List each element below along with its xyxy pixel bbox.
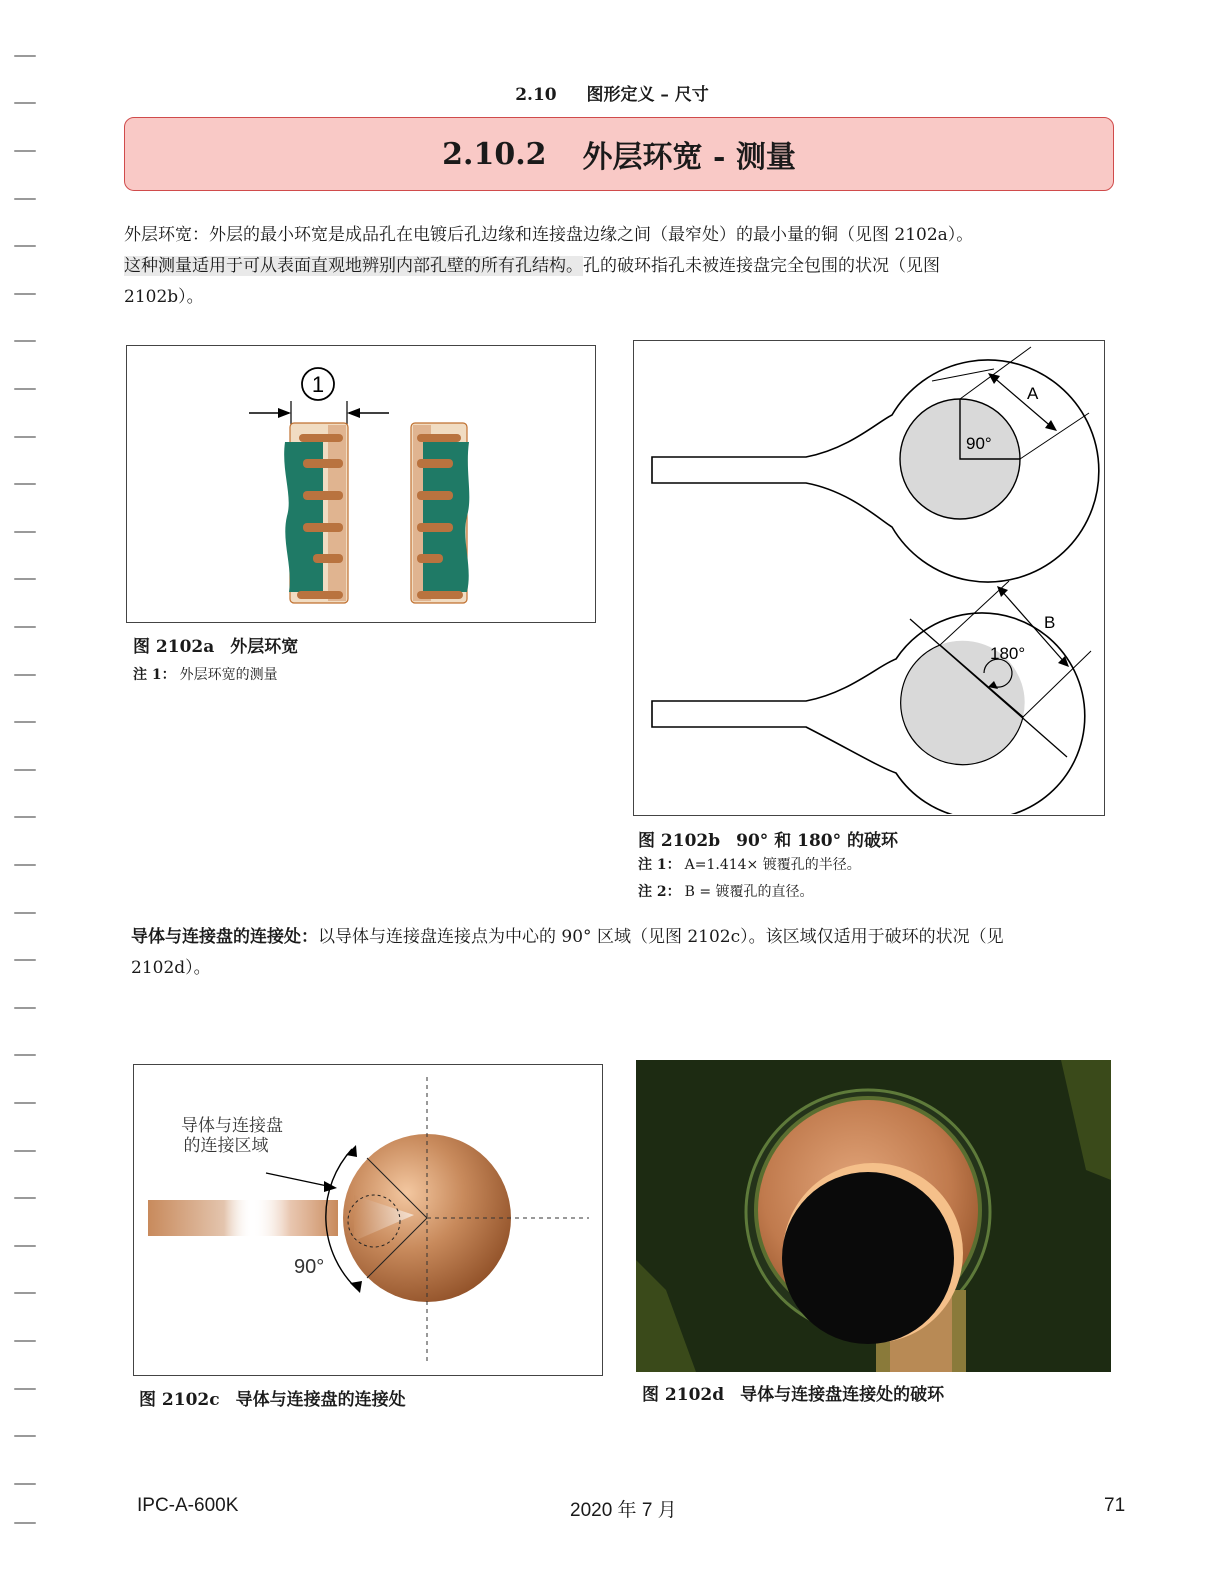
footer-document-id: IPC-A-600K — [137, 1495, 239, 1516]
figure-2102a-number: 图 2102a — [133, 637, 215, 657]
intro-line-1: 外层环宽：外层的最小环宽是成品孔在电镀后孔边缘和连接盘边缘之间（最窄处）的最小量的铜（见图 2102a）。 — [124, 225, 974, 245]
note-text: 外层环宽的测量 — [179, 667, 278, 683]
junction-paragraph — [131, 922, 1121, 984]
junction-term: 导体与连接盘的连接处： — [131, 927, 318, 947]
figure-2102c-number: 图 2102c — [139, 1390, 220, 1410]
junction-text-1: 以导体与连接盘连接点为中心的 90° 区域（见图 2102c）。该区域仅适用于破环的状况（见 — [318, 927, 1004, 947]
figure-2102d-number: 图 2102d — [642, 1385, 725, 1405]
junction-line-2: 2102d）。 — [131, 958, 211, 978]
breakout-90-diagram — [652, 347, 1099, 582]
figure-2102a-title: 外层环宽 — [230, 637, 299, 657]
figure-2102b-caption — [638, 826, 898, 851]
breakout-180-diagram — [652, 581, 1091, 814]
intro-line-2a: 这种测量适用于可从表面直观地辨别内部孔壁的所有孔结构。 — [124, 256, 583, 276]
section-number: 2.10 — [515, 85, 557, 105]
conductor-land-junction-diagram — [134, 1065, 601, 1374]
right-plated-wall — [411, 423, 469, 603]
figure-2102b-note-2 — [638, 881, 814, 901]
banner-number: 2.10.2 — [442, 136, 547, 172]
figure-2102b-number: 图 2102b — [638, 831, 721, 851]
breakout-diagram — [634, 341, 1103, 814]
note-1-text: A=1.414× 镀覆孔的半径。 — [684, 857, 861, 873]
drilled-hole-photo — [782, 1172, 954, 1344]
topic-banner — [124, 117, 1114, 191]
angle-label-90: 90° — [966, 434, 992, 453]
banner-title: 外层环宽 - 测量 — [582, 140, 796, 175]
breakout-photograph — [636, 1060, 1111, 1372]
figure-2102c-title: 导体与连接盘的连接处 — [235, 1390, 406, 1410]
figure-2102d — [636, 1060, 1111, 1372]
angle-label-180: 180° — [990, 644, 1026, 663]
intro-line-3: 2102b）。 — [124, 287, 204, 307]
conductor-trace — [148, 1200, 338, 1236]
junction-line-1 — [131, 922, 1121, 953]
page-binding-marks — [0, 0, 60, 1584]
footer-page-number: 71 — [1104, 1495, 1126, 1516]
section-header — [0, 80, 1224, 105]
junction-zone-label-2: 的连接区域 — [183, 1136, 269, 1156]
angle-label-90-c: 90° — [294, 1256, 325, 1278]
figure-2102a-note — [133, 664, 278, 684]
figure-2102d-caption — [642, 1380, 944, 1405]
intro-paragraph — [124, 220, 1114, 313]
intro-line-2b: 孔的破环指孔未被连接盘完全包围的状况（见图 — [583, 256, 940, 276]
figure-2102a — [126, 345, 596, 623]
left-plated-wall — [284, 423, 348, 603]
note-label: 注 1： — [133, 667, 176, 683]
annular-ring-cross-section-diagram — [127, 346, 594, 621]
note-2-label: 注 2： — [638, 884, 681, 900]
figure-2102b-note-1 — [638, 854, 861, 874]
section-title: 图形定义 – 尺寸 — [586, 85, 709, 105]
figure-2102c-caption — [139, 1385, 406, 1410]
figure-2102b — [633, 340, 1105, 816]
note-1-label: 注 1： — [638, 857, 681, 873]
figure-2102d-title: 导体与连接盘连接处的破环 — [740, 1385, 945, 1405]
dimension-label-a: A — [1027, 384, 1039, 403]
junction-zone-label-1: 导体与连接盘 — [181, 1116, 283, 1136]
figure-2102c — [133, 1064, 603, 1376]
footer-date: 2020 年 7 月 — [570, 1500, 677, 1521]
note-2-text: B = 镀覆孔的直径。 — [684, 884, 814, 900]
figure-2102b-title: 90° 和 180° 的破环 — [736, 831, 899, 851]
intro-line-2 — [124, 251, 1114, 282]
dimension-label-b: B — [1044, 613, 1056, 632]
figure-2102a-caption — [133, 632, 298, 657]
callout-number: 1 — [311, 372, 325, 397]
